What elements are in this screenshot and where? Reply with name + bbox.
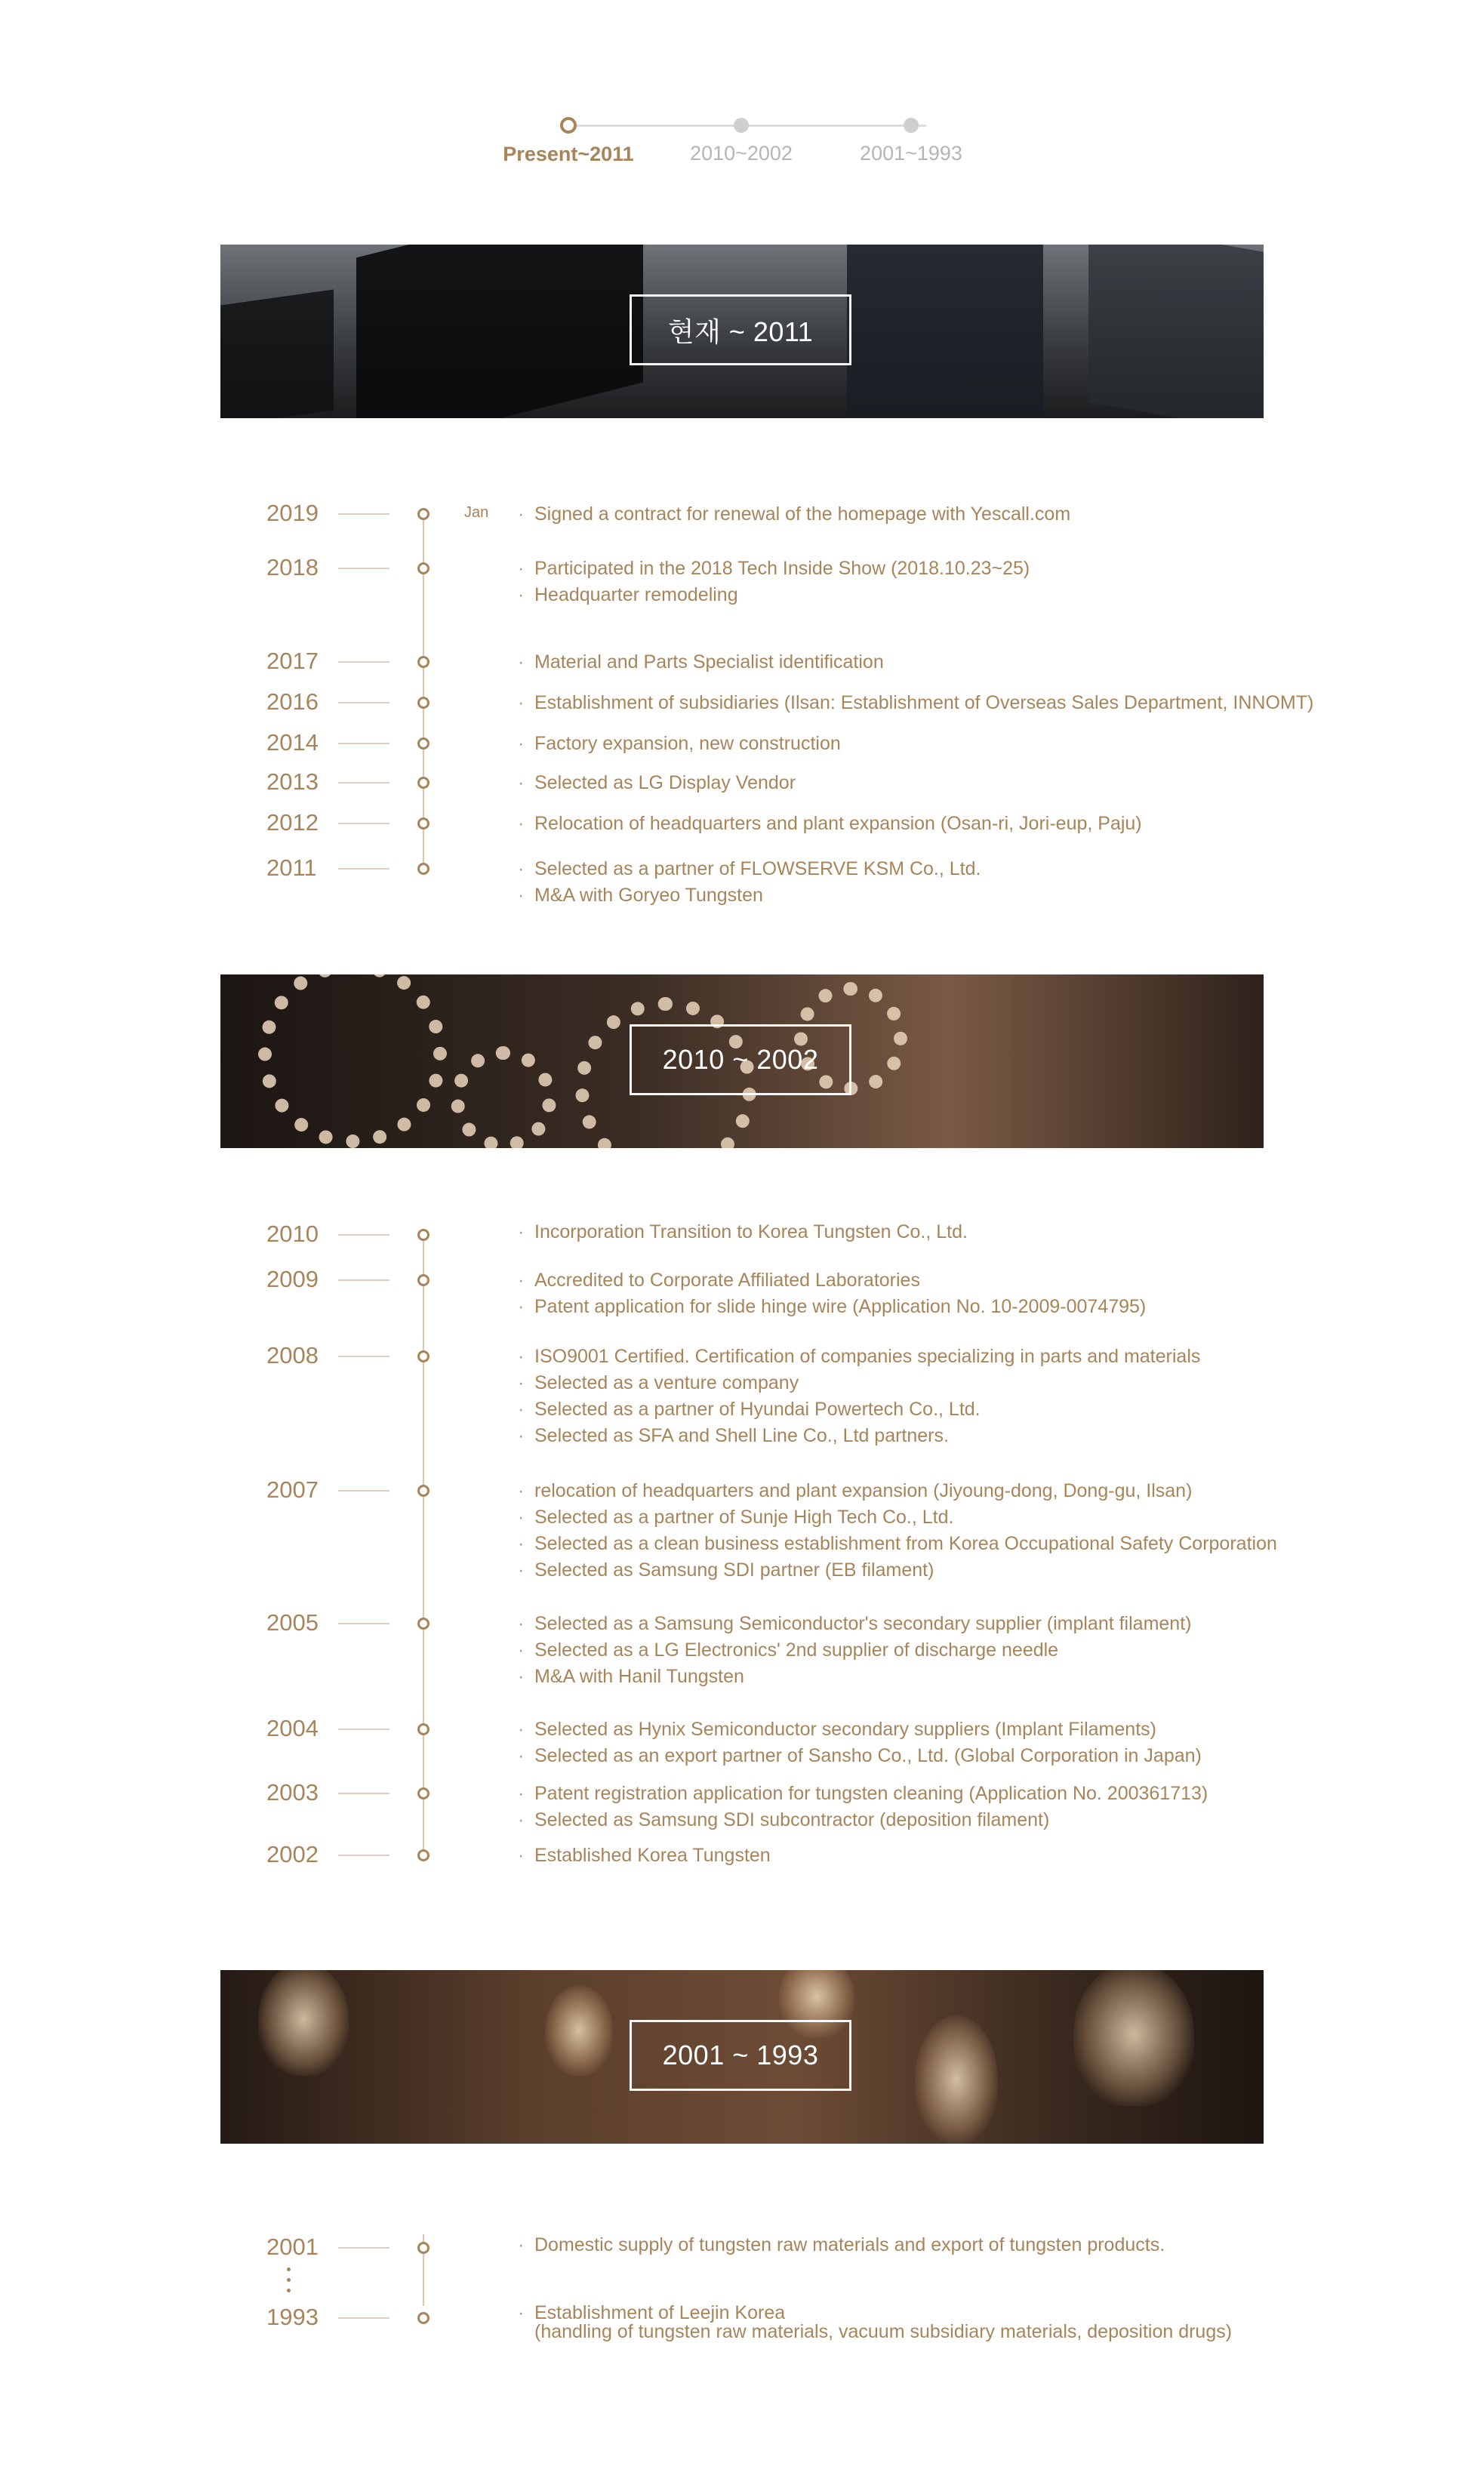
year-tick xyxy=(338,513,389,515)
era-title: 현재 ~ 2011 xyxy=(630,294,851,365)
entry-items xyxy=(518,1611,1191,1690)
entry-items xyxy=(518,1781,1208,1833)
entry-item: · relocation of headquarters and plant expansion (Jiyoung-dong, Dong-gu, Ilsan) xyxy=(518,1478,1277,1504)
dot-icon xyxy=(734,118,749,133)
entry-items xyxy=(518,1478,1277,1584)
entry-items xyxy=(518,811,1142,837)
entry-item: · Selected as LG Display Vendor xyxy=(518,770,796,796)
entry-items xyxy=(518,1219,968,1245)
year-tick xyxy=(338,1729,389,1730)
entry-items xyxy=(518,1267,1146,1320)
year-tick xyxy=(338,782,389,784)
entry-year: 2002 xyxy=(266,1841,319,1867)
entry-item: · Selected as Samsung SDI subcontractor (deposition filament) xyxy=(518,1807,1208,1833)
tab-2001-1993[interactable] xyxy=(821,113,1002,165)
timeline-entry xyxy=(0,728,1484,758)
entry-item: · ISO9001 Certified. Certification of companies specializing in parts and materials xyxy=(518,1344,1200,1370)
entry-item: · Patent application for slide hinge wire (Application No. 10-2009-0074795) xyxy=(518,1294,1146,1320)
entry-year: 2003 xyxy=(266,1779,319,1806)
entry-item-continued: (handling of tungsten raw materials, vacuum subsidiary materials, deposition drugs) xyxy=(534,2321,1233,2342)
entry-item: · Selected as SFA and Shell Line Co., Ltd partners. xyxy=(518,1423,1200,1449)
era-banner-2001-1993 xyxy=(220,1970,1264,2144)
entry-items xyxy=(518,501,1070,528)
timeline-entry xyxy=(0,1713,1484,1766)
entry-year: 2009 xyxy=(266,1266,319,1292)
tab-present-2011[interactable] xyxy=(478,113,659,166)
year-tick xyxy=(338,743,389,744)
timeline-node-icon xyxy=(417,1485,429,1497)
year-tick xyxy=(338,1356,389,1357)
timeline-line xyxy=(423,1234,424,1861)
entry-year: 2019 xyxy=(266,500,319,526)
entry-item: · Factory expansion, new construction xyxy=(518,731,841,757)
building-art xyxy=(356,245,643,418)
timeline-node-icon xyxy=(417,863,429,875)
entry-item: · Selected as a Samsung Semiconductor's secondary supplier (implant filament) xyxy=(518,1611,1191,1637)
timeline-node-icon xyxy=(417,1618,429,1630)
tab-label: Present~2011 xyxy=(503,143,634,165)
timeline-entry xyxy=(0,687,1484,717)
timeline-node-icon xyxy=(417,2242,429,2254)
entry-item: · Selected as an export partner of Sansho Co., Ltd. (Global Corporation in Japan) xyxy=(518,1743,1202,1769)
year-tick xyxy=(338,2247,389,2249)
entry-item: · Selected as a venture company xyxy=(518,1370,1200,1396)
year-tick xyxy=(338,1279,389,1281)
entry-item: · Selected as a clean business establishment from Korea Occupational Safety Corporation xyxy=(518,1531,1277,1557)
entry-item: · Established Korea Tungsten xyxy=(518,1843,771,1869)
building-art xyxy=(847,245,1043,418)
entry-items xyxy=(518,649,884,676)
entry-year: 2008 xyxy=(266,1342,319,1368)
entry-year: 2012 xyxy=(266,809,319,836)
year-tick xyxy=(338,1234,389,1236)
entry-item: · Headquarter remodeling xyxy=(518,582,1030,608)
year-tick xyxy=(338,823,389,824)
entry-item: · M&A with Hanil Tungsten xyxy=(518,1664,1191,1690)
timeline-node-icon xyxy=(417,777,429,789)
entry-item: · Selected as a LG Electronics' 2nd supplier of discharge needle xyxy=(518,1637,1191,1664)
timeline-entry xyxy=(0,1219,1484,1249)
entry-item: · Incorporation Transition to Korea Tungsten Co., Ltd. xyxy=(518,1219,968,1245)
entry-items xyxy=(518,1843,771,1869)
gear-icon xyxy=(258,974,447,1148)
timeline-node-icon xyxy=(417,656,429,668)
timeline-entry xyxy=(0,646,1484,676)
entry-year: 2018 xyxy=(266,554,319,580)
timeline-entry xyxy=(0,1475,1484,1581)
entry-year: 2010 xyxy=(266,1221,319,1247)
year-tick xyxy=(338,1793,389,1794)
timeline-node-icon xyxy=(417,1787,429,1799)
light-bulb-icon xyxy=(915,2015,998,2144)
entry-year: 2013 xyxy=(266,768,319,795)
entry-items xyxy=(518,556,1030,608)
timeline-entry xyxy=(0,1839,1484,1870)
timeline-entry xyxy=(0,498,1484,528)
timeline-entry xyxy=(0,1341,1484,1446)
era-tabs xyxy=(483,113,1011,174)
year-tick xyxy=(338,702,389,703)
timeline-node-icon xyxy=(417,1274,429,1286)
entry-year: 2001 xyxy=(266,2234,319,2260)
entry-item: · Establishment of Leejin Korea xyxy=(518,2304,1232,2323)
entry-year: 2011 xyxy=(266,854,317,881)
entry-item: · Participated in the 2018 Tech Inside Show (2018.10.23~25) xyxy=(518,556,1030,582)
timeline-entry xyxy=(0,2302,1484,2342)
entry-item: · Selected as Hynix Semiconductor secondary suppliers (Implant Filaments) xyxy=(518,1716,1202,1743)
entry-items xyxy=(518,856,981,909)
entry-item: · Signed a contract for renewal of the homepage with Yescall.com xyxy=(518,501,1070,528)
year-tick xyxy=(338,1855,389,1856)
timeline-node-icon xyxy=(417,817,429,830)
entry-items xyxy=(518,2232,1165,2258)
ellipsis-dots-icon xyxy=(287,2267,291,2299)
entry-year: 2016 xyxy=(266,688,319,715)
timeline-node-icon xyxy=(417,1350,429,1362)
entry-items xyxy=(518,2304,1232,2341)
entry-items xyxy=(518,731,841,757)
timeline-node-icon xyxy=(417,2312,429,2324)
entry-year: 1993 xyxy=(266,2304,319,2330)
entry-item: · Selected as a partner of FLOWSERVE KSM Co., Ltd. xyxy=(518,856,981,882)
timeline-entry xyxy=(0,1264,1484,1317)
entry-year: 2004 xyxy=(266,1715,319,1741)
timeline-node-icon xyxy=(417,562,429,574)
timeline-entry xyxy=(0,1608,1484,1687)
tab-2010-2002[interactable] xyxy=(651,113,832,165)
light-bulb-icon xyxy=(545,1985,613,2076)
timeline-entry xyxy=(0,2232,1484,2262)
light-bulb-icon xyxy=(258,1970,349,2076)
timeline-node-icon xyxy=(417,1723,429,1735)
year-tick xyxy=(338,1490,389,1492)
building-art xyxy=(220,289,334,418)
entry-item: · Patent registration application for tungsten cleaning (Application No. 200361713) xyxy=(518,1781,1208,1807)
tab-label: 2010~2002 xyxy=(690,142,793,165)
dot-icon xyxy=(904,118,919,133)
timeline-node-icon xyxy=(417,737,429,750)
active-dot-icon xyxy=(560,117,577,134)
timeline-node-icon xyxy=(417,508,429,520)
entry-item: · Selected as a partner of Sunje High Tech Co., Ltd. xyxy=(518,1504,1277,1531)
tab-label: 2001~1993 xyxy=(860,142,962,165)
era-banner-present-2011 xyxy=(220,245,1264,418)
year-tick xyxy=(338,568,389,569)
entry-items xyxy=(518,690,1313,716)
timeline-entry xyxy=(0,853,1484,906)
entry-item: · M&A with Goryeo Tungsten xyxy=(518,882,981,909)
year-tick xyxy=(338,661,389,663)
entry-item: · Accredited to Corporate Affiliated Laboratories xyxy=(518,1267,1146,1294)
timeline-entry xyxy=(0,808,1484,838)
building-art xyxy=(1088,245,1264,418)
entry-item: · Domestic supply of tungsten raw materials and export of tungsten products. xyxy=(518,2232,1165,2258)
entry-items xyxy=(518,1344,1200,1449)
timeline-entry xyxy=(0,767,1484,797)
entry-item: · Selected as a partner of Hyundai Powertech Co., Ltd. xyxy=(518,1396,1200,1423)
entry-year: 2005 xyxy=(266,1609,319,1636)
year-tick xyxy=(338,2317,389,2319)
era-title: 2010 ~ 2002 xyxy=(630,1024,851,1095)
entry-item: · Selected as Samsung SDI partner (EB filament) xyxy=(518,1557,1277,1584)
timeline-node-icon xyxy=(417,1849,429,1861)
entry-year: 2017 xyxy=(266,648,319,674)
entry-item: · Relocation of headquarters and plant expansion (Osan-ri, Jori-eup, Paju) xyxy=(518,811,1142,837)
light-bulb-icon xyxy=(1073,1970,1194,2106)
entry-item: · Establishment of subsidiaries (Ilsan: Establishment of Overseas Sales Department, INNOMT) xyxy=(518,690,1313,716)
entry-item: · Material and Parts Specialist identification xyxy=(518,649,884,676)
entry-month: Jan xyxy=(464,504,489,521)
entry-items xyxy=(518,770,796,796)
year-tick xyxy=(338,1623,389,1624)
timeline-entry xyxy=(0,1778,1484,1830)
timeline-node-icon xyxy=(417,697,429,709)
gear-icon xyxy=(451,1046,556,1148)
entry-year: 2014 xyxy=(266,729,319,756)
year-tick xyxy=(338,868,389,870)
era-title: 2001 ~ 1993 xyxy=(630,2020,851,2091)
entry-year: 2007 xyxy=(266,1476,319,1503)
timeline-node-icon xyxy=(417,1229,429,1241)
entry-items xyxy=(518,1716,1202,1769)
era-banner-2010-2002 xyxy=(220,974,1264,1148)
timeline-entry xyxy=(0,553,1484,605)
